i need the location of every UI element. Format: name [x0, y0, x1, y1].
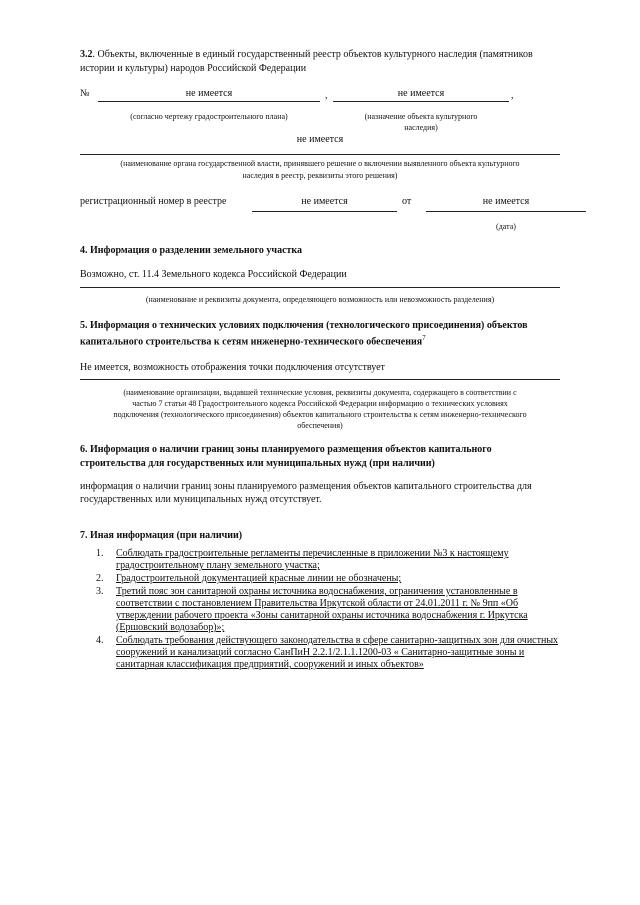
section-5-caption-line2: частью 7 статьи 48 Градостроительного кодекса Российской Федерации информацию о технических условиях — [132, 399, 508, 408]
list-item-line: Третий пояс зон санитарной охраны источника водоснабжения, ограничения установленные в — [116, 586, 518, 597]
separator-comma: , — [325, 90, 328, 101]
caption-date: (дата) — [496, 222, 516, 231]
field-underline — [80, 287, 560, 288]
list-item-line: (Ершовский водозабор)»; — [116, 622, 225, 633]
object-purpose-value: не имеется — [397, 88, 445, 99]
section-5-caption-line3: подключения (технологического присоединения) объектов капитального строительства к сетям инженерно-технического — [113, 410, 527, 419]
registry-date-value: не имеется — [482, 196, 530, 207]
section-5-caption-line1: (наименование организации, выдавшей технические условия, реквизиты документа, содержащего в соответствии с — [123, 388, 517, 397]
list-item-line: градостроительному плану земельного участка; — [116, 560, 320, 571]
list-item-line: Соблюдать градостроительные регламенты перечисленные в приложении №3 к настоящему — [116, 548, 509, 559]
field-underline — [426, 211, 586, 212]
field-underline — [98, 101, 320, 102]
section-6-title-line2: строительства для государственных или муниципальных нужд (при наличии) — [80, 458, 435, 469]
list-item-line: санитарная классификация предприятий, сооружений и иных объектов» — [116, 659, 424, 670]
section-3-2-title — [80, 49, 533, 60]
separator-comma: , — [511, 90, 514, 101]
list-item-line: утверждении рабочего проекта «Зоны санитарной охраны источника водоснабжения г. Иркутска — [116, 610, 528, 621]
list-item-number: 2. — [96, 573, 104, 584]
caption-purpose-line2: наследия) — [404, 123, 438, 132]
registry-number-label: регистрационный номер в реестре — [80, 196, 227, 207]
section-7-title: 7. Иная информация (при наличии) — [80, 530, 243, 541]
list-item-line: соответствии с постановлением Правительства Иркутской области от 24.01.2011 г. № 9пп «Об — [116, 598, 519, 609]
section-6-text-line2: государственных или муниципальных нужд отсутствует. — [80, 494, 322, 505]
caption-authority-line1: (наименование органа государственной власти, принявшего решение о включении выявленного объекта культурного — [120, 159, 520, 168]
section-number: 3.2 — [80, 49, 93, 60]
object-number-value: не имеется — [185, 88, 233, 99]
field-underline — [80, 154, 560, 155]
from-label: от — [402, 196, 412, 207]
section-5-title-line1: 5. Информация о технических условиях подключения (технологического присоединения) объектов — [80, 320, 528, 331]
list-item-line: Градостроительной документацией красные линии не обозначены; — [116, 573, 402, 584]
list-item-number: 4. — [96, 635, 104, 646]
field-underline — [252, 211, 397, 212]
number-label: № — [80, 88, 90, 99]
section-5-value: Не имеется, возможность отображения точки подключения отсутствует — [80, 362, 385, 373]
section-5-caption-line4: обеспечения) — [297, 421, 343, 430]
list-item-number: 3. — [96, 586, 104, 597]
section-4-caption: (наименование и реквизиты документа, определяющего возможность или невозможность разделения) — [145, 295, 495, 304]
field-underline — [80, 379, 560, 380]
list-item-line: Соблюдать требования действующего законодательства в сфере санитарно-защитных зон для очистных — [116, 635, 559, 646]
section-4-title: 4. Информация о разделении земельного участка — [80, 245, 303, 256]
footnote-marker: 7 — [422, 334, 426, 342]
caption-authority-line2: наследия в реестр, реквизиты этого решения) — [242, 171, 398, 180]
field-underline — [333, 101, 509, 102]
caption-purpose-line1: (назначение объекта культурного — [364, 112, 478, 121]
list-item-line: сооружений и канализаций согласно СанПиН 2.2.1/2.1.1.1200-03 « Санитарно-защитные зоны и — [116, 647, 525, 658]
registry-number-value: не имеется — [301, 196, 348, 207]
caption-drawing: (согласно чертежу градостроительного плана) — [130, 112, 288, 121]
section-5-title-text: капитального строительства к сетям инженерно-технического обеспечения — [80, 336, 423, 348]
section-6-title-line1: 6. Информация о наличии границ зоны планируемого размещения объектов капитального — [80, 444, 492, 455]
section-4-value: Возможно, ст. 11.4 Земельного кодекса Российской Федерации — [80, 269, 347, 280]
section-title-text: . Объекты, включенные в единый государственный реестр объектов культурного наследия (памятников — [92, 49, 533, 60]
authority-value: не имеется — [296, 134, 344, 145]
list-item-number: 1. — [96, 548, 104, 559]
section-5-title-line2 — [80, 334, 426, 347]
section-3-2-title-line2: истории и культуры) народов Российской Федерации — [80, 63, 307, 74]
section-6-text-line1: информация о наличии границ зоны планируемого размещения объектов капитального строительства для — [80, 481, 532, 492]
